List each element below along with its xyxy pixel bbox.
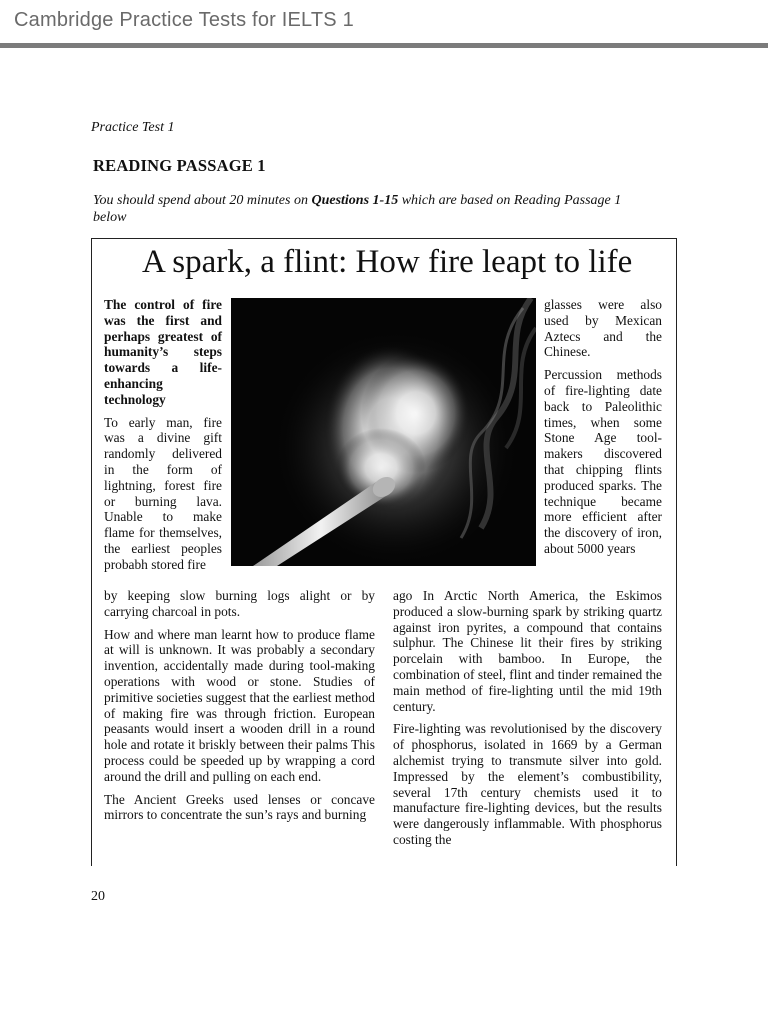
burning-match-icon [231, 298, 536, 566]
article-title: A spark, a flint: How fire leapt to life [142, 244, 633, 280]
article-para-right-3: ago In Arctic North America, the Eskimos produced a slow-burning spark by striking quartz against iron pyrites, a compound that contains sulphur. The Chinese lit their fires by striking porcelain with bamboo. In Europe, the combination of steel, flint and tinder remained the main method of fire-lighting until the mid 19th century. [393, 588, 662, 714]
document-header [0, 0, 768, 44]
match-flame-photo [231, 298, 536, 566]
article-para-2: How and where man learnt how to produce flame at will is unknown. It was probably a secondary invention, accidentally made during tool-making operations with wood or stone. Studies of primitive societies suggest that the earliest method of making fire was through friction. European peasants would insert a wooden drill in a round hole and rotate it briskly between their palms This process could be speeded up by wrapping a cord around the drill and pulling on each end. [104, 626, 375, 784]
article-para-right-2: Percussion methods of fire-lighting date back to Paleolithic times, when some Stone Age tool-makers discovered that chipping flints produced sparks. The technique became more efficient after the discovery of iron, about 5000 years [544, 367, 662, 556]
article-left-column-top [104, 297, 222, 573]
article-para-3: The Ancient Greeks used lenses or concave mirrors to concentrate the sun’s rays and burning [104, 791, 375, 823]
article-para-right-4: Fire-lighting was revolutionised by the discovery of phosphorus, isolated in 1669 by a German alchemist trying to transmute silver into gold. Impressed by the element’s combustibility, several 17th century chemists used it to manufacture fire-lighting devices, but the results were dangerously inflammable. With phosphorus costing the [393, 721, 662, 847]
article-right-column-top [544, 297, 662, 557]
article-lead: The control of fire was the first and perhaps greatest of humanity’s steps towards a life-enhancing technology [104, 297, 222, 407]
instructions-questions: Questions 1-15 [311, 193, 399, 208]
header-divider [0, 43, 768, 48]
instructions-pre: You should spend about 20 minutes on [93, 193, 312, 208]
passage-heading: READING PASSAGE 1 [93, 156, 266, 175]
article-left-column-bottom [104, 588, 375, 823]
article-para-1-continued: by keeping slow burning logs alight or by carrying charcoal in pots. [104, 588, 375, 619]
practice-test-label: Practice Test 1 [91, 120, 175, 135]
instructions-post: which are based on Reading Passage 1 below [93, 193, 622, 225]
article-para-right-1: glasses were also used by Mexican Aztecs and the Chinese. [544, 297, 662, 360]
book-title: Cambridge Practice Tests for IELTS 1 [14, 9, 354, 31]
article-right-column-bottom [393, 588, 662, 848]
instructions [93, 192, 653, 226]
page-number: 20 [91, 889, 105, 904]
article-para-1-top: To early man, fire was a divine gift randomly delivered in the form of lightning, forest fire or burning lava. Unable to make flame for themselves, the earliest peoples probabh stored fire [104, 414, 222, 572]
